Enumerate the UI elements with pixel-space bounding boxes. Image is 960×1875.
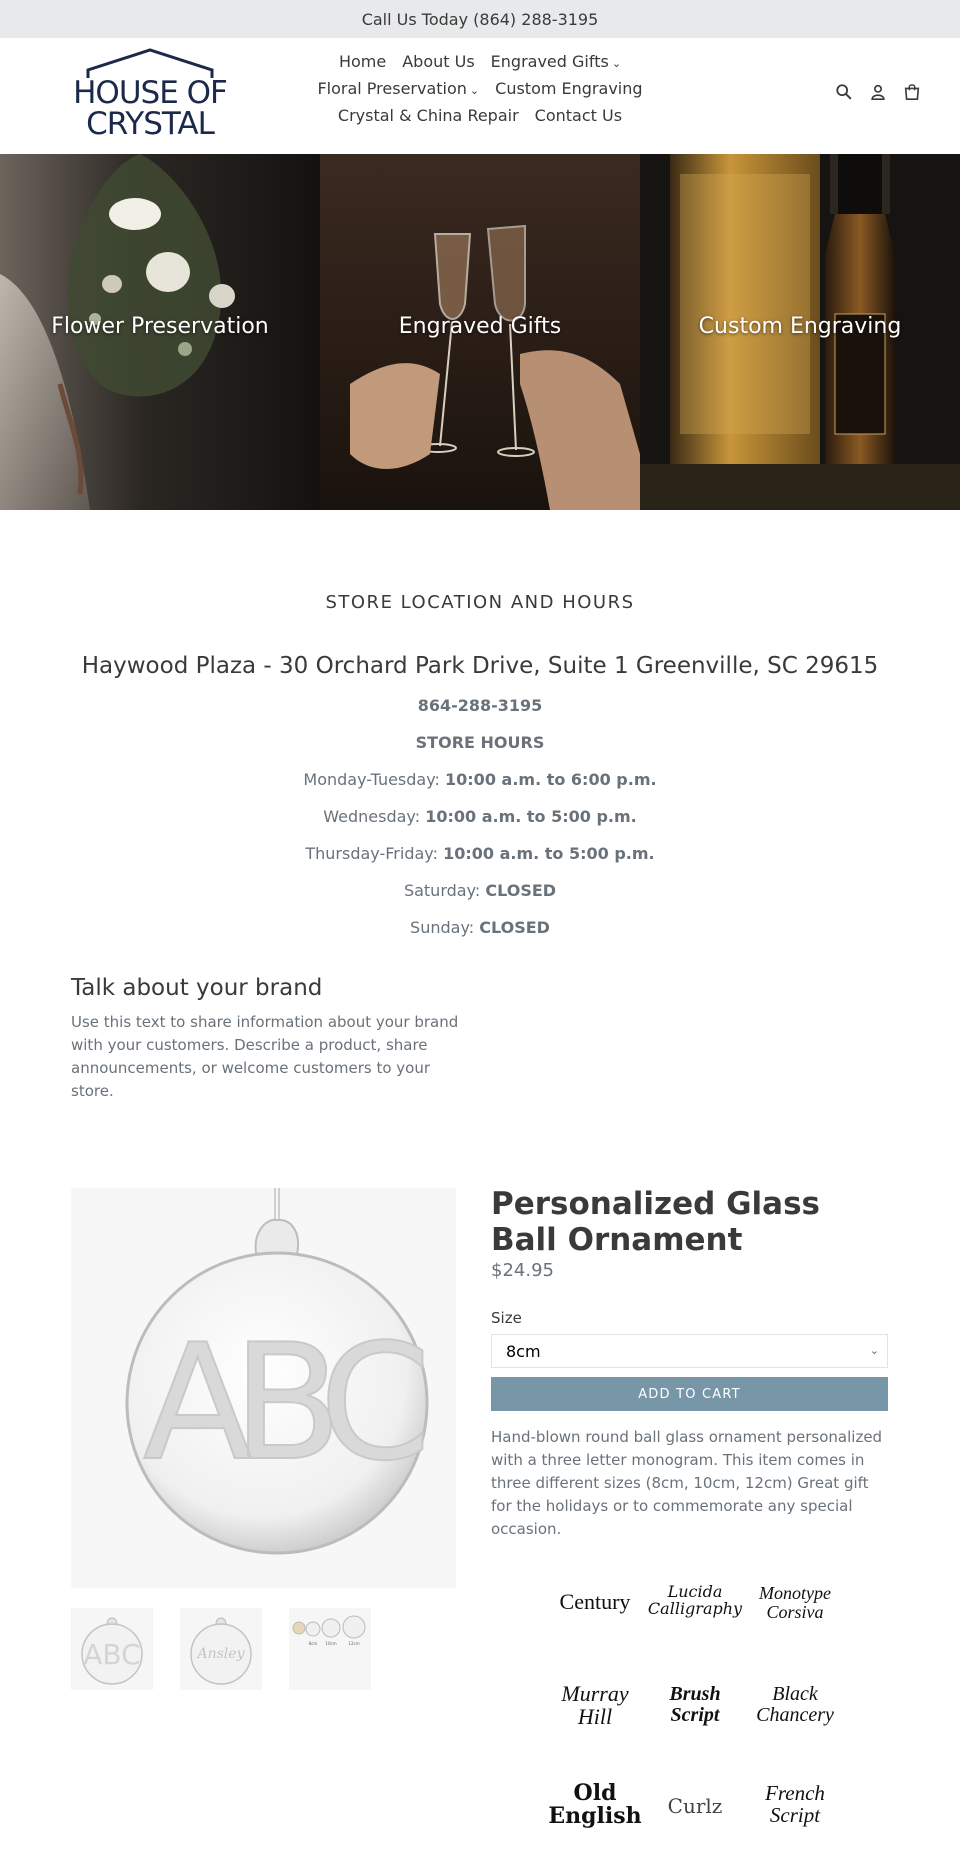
logo-text-line1: HOUSE OF — [73, 75, 227, 111]
font-sample-lucida-calligraphy — [645, 1584, 745, 1618]
hero-tile-custom-engraving[interactable] — [640, 154, 960, 510]
nav-floral-preservation-label: Floral Preservation — [317, 79, 467, 98]
hours-row — [0, 806, 960, 843]
hours-day: Wednesday: — [323, 807, 421, 826]
hours-day: Saturday: — [403, 881, 481, 900]
font-sample-text: Corsiva — [766, 1601, 824, 1622]
hours-time: CLOSED — [485, 881, 557, 900]
product-title: Personalized Glass Ball Ornament — [491, 1186, 820, 1258]
nav-crystal-china-repair[interactable]: Crystal & China Repair — [337, 106, 519, 125]
chevron-down-icon: ⌄ — [611, 57, 622, 70]
product-description: Hand-blown round ball glass ornament personalized with a three letter monogram. This item comes in three different sizes (8cm, 10cm, 12cm) Great gift for the holidays or to commemorate any special occasion. — [491, 1428, 883, 1538]
nav-home[interactable]: Home — [338, 52, 387, 71]
font-sample-text: Old — [573, 1780, 617, 1806]
header-icons — [834, 82, 922, 102]
nav-engraved-gifts-label: Engraved Gifts — [490, 52, 609, 71]
font-sample-brush-script — [645, 1684, 745, 1726]
cart-icon[interactable] — [902, 82, 922, 102]
size-select[interactable] — [491, 1334, 888, 1368]
hours-time: 10:00 a.m. to 6:00 p.m. — [445, 770, 657, 789]
store-location-heading: STORE LOCATION AND HOURS — [325, 592, 635, 613]
font-sample-text: French — [765, 1781, 825, 1805]
thumbnail-ornament-image — [180, 1608, 262, 1690]
hours-day: Thursday-Friday: — [305, 844, 438, 863]
collection-hero — [0, 154, 960, 510]
hours-time: 10:00 a.m. to 5:00 p.m. — [443, 844, 655, 863]
size-label: Size — [491, 1309, 522, 1327]
product-price: $24.95 — [491, 1260, 554, 1281]
font-sample-old-english — [545, 1782, 645, 1828]
store-phone[interactable] — [0, 695, 960, 732]
font-sample-curlz — [645, 1796, 745, 1817]
size-caption: 12cm — [348, 1641, 360, 1646]
store-phone-text: 864-288-3195 — [417, 696, 543, 715]
font-sample-murray-hill — [545, 1682, 645, 1728]
brand-title: Talk about your brand — [71, 975, 323, 1001]
font-sample-text: Hill — [577, 1704, 613, 1730]
announcement-bar — [0, 0, 960, 38]
hours-time: CLOSED — [479, 918, 550, 937]
hours-row — [0, 769, 960, 806]
thumbnail-ornament-image — [71, 1608, 153, 1690]
font-sample-text: Murray — [561, 1681, 629, 1706]
brand-text: Use this text to share information about your brand with your customers. Describe a product, share announcements, or welcome customers to your store. — [71, 1013, 459, 1100]
font-sample-text: Black — [772, 1683, 818, 1705]
site-header — [0, 38, 960, 154]
font-sample-text: Script — [670, 1704, 720, 1726]
store-hours-title — [0, 732, 960, 769]
product-main-image[interactable] — [71, 1188, 456, 1588]
thumbnail-monogram: ABC — [83, 1638, 141, 1671]
nav-contact-us[interactable]: Contact Us — [534, 106, 623, 125]
font-sample-text: Calligraphy — [647, 1598, 743, 1618]
account-icon[interactable] — [868, 82, 888, 102]
font-sample-french-script — [745, 1782, 845, 1826]
hero-label-flower-preservation: Flower Preservation — [51, 314, 269, 339]
hours-day: Monday-Tuesday: — [303, 770, 440, 789]
font-sample-monotype-corsiva — [745, 1584, 845, 1622]
hours-row — [0, 880, 960, 917]
product-thumbnails — [71, 1608, 371, 1690]
font-sample-text: Chancery — [756, 1704, 834, 1726]
font-sample-text: Lucida — [667, 1582, 723, 1601]
font-sample-black-chancery — [745, 1684, 845, 1726]
thumbnail-sizes-image — [289, 1608, 371, 1690]
store-address: Haywood Plaza - 30 Orchard Park Drive, Suite 1 Greenville, SC 29615 — [81, 653, 879, 679]
size-selected-value: 8cm — [506, 1341, 541, 1361]
chevron-down-icon: ⌄ — [469, 84, 480, 97]
hero-label-custom-engraving: Custom Engraving — [698, 314, 902, 339]
font-sample-text: Brush — [669, 1683, 721, 1705]
brand-section — [71, 975, 471, 1103]
nav-engraved-gifts[interactable] — [491, 52, 621, 71]
announcement-text: Call Us Today (864) 288-3195 — [361, 9, 599, 29]
size-caption: 8cm — [308, 1641, 318, 1646]
thumbnail-ansley[interactable] — [180, 1608, 262, 1690]
font-sample-century — [545, 1590, 645, 1613]
hours-row — [0, 917, 960, 954]
nav-about-us[interactable]: About Us — [402, 52, 475, 71]
hero-label-engraved-gifts: Engraved Gifts — [398, 314, 562, 339]
size-caption: 10cm — [325, 1641, 337, 1646]
hours-row — [0, 843, 960, 880]
add-to-cart-button[interactable]: ADD TO CART — [491, 1377, 888, 1411]
main-nav — [300, 48, 660, 129]
thumbnail-monogram: Ansley — [197, 1646, 245, 1662]
hours-day: Sunday: — [410, 918, 475, 937]
font-sample-text: Monotype — [759, 1583, 831, 1603]
font-sample-text: Curlz — [667, 1794, 723, 1818]
font-sample-text: English — [548, 1803, 642, 1830]
hours-time: 10:00 a.m. to 5:00 p.m. — [425, 807, 637, 826]
store-logo[interactable] — [70, 48, 230, 142]
store-hours-title-text: STORE HOURS — [415, 733, 545, 752]
font-sample-text: Script — [769, 1803, 821, 1828]
nav-floral-preservation[interactable] — [317, 79, 479, 98]
ornament-monogram: ABC — [142, 1309, 412, 1496]
thumbnail-abc[interactable] — [71, 1608, 153, 1690]
search-icon[interactable] — [834, 82, 854, 102]
font-sample-text: Century — [559, 1589, 631, 1614]
hero-tile-engraved-gifts[interactable] — [320, 154, 640, 510]
chevron-down-icon: ⌄ — [869, 1344, 879, 1357]
store-hours — [0, 695, 960, 954]
thumbnail-sizes[interactable] — [289, 1608, 371, 1690]
font-samples — [545, 1580, 845, 1875]
nav-custom-engraving[interactable]: Custom Engraving — [495, 79, 643, 98]
glass-ornament-image — [71, 1188, 456, 1588]
logo-text-line2: CRYSTAL — [86, 106, 214, 142]
hero-tile-flower-preservation[interactable] — [0, 154, 320, 510]
